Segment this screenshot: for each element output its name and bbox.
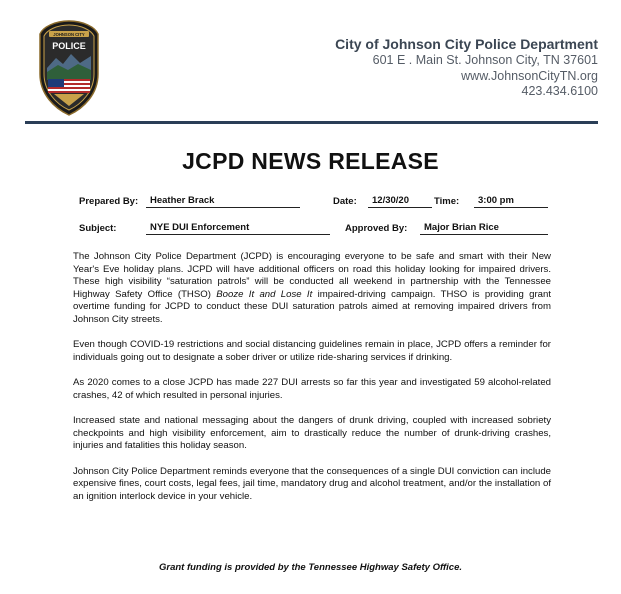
paragraph-4: Increased state and national messaging about the dangers of drunk driving, coupled with increased sobriety checkpoints and high visibility enforcement, aim to drastically reduce the number of drunk-driving crashes, injuries and fatalities this holiday season.	[73, 415, 551, 451]
grant-footer: Grant funding is provided by the Tennessee Highway Safety Office.	[158, 562, 462, 573]
campaign-name: Booze It and Lose It	[216, 288, 313, 300]
paragraph-3: As 2020 comes to a close JCPD has made 227 DUI arrests so far this year and investigated 59 alcohol-related crashes, 42 of which resulted in personal injuries.	[73, 377, 551, 401]
paragraph-5: Johnson City Police Department reminds everyone that the consequences of a single DUI conviction can include expensive fines, court costs, legal fees, jail time, mandatory drug and alcohol treatment, and/or the installation of an ignition interlock device in your vehicle.	[73, 465, 551, 502]
prepared-by-label: Prepared By:	[79, 196, 139, 207]
department-name: City of Johnson City Police Department	[335, 36, 598, 52]
paragraph-2: Even though COVID-19 restrictions and social distancing guidelines remain in place, JCPD offers a reminder for individuals going out to designate a sober driver or utilize ride-sharing services if drinking.	[73, 339, 551, 363]
subject-label: Subject:	[79, 223, 117, 234]
subject-value: NYE DUI Enforcement	[146, 222, 330, 235]
approved-by-label: Approved By:	[345, 223, 408, 234]
paragraph-1-text-a: The Johnson City Police Department (JCPD) is encouraging everyone to be safe and smart with their New Year's Eve holiday plans. JCPD will have additional officers on road this holiday looking for impaired drivers. These high visibility “saturation patrols” will be conducted all weekend in partnership with the Tennessee Highway Safety Office (THSO)	[73, 251, 551, 300]
date-label: Date:	[333, 196, 357, 207]
department-phone: 423.434.6100	[521, 84, 598, 98]
badge-police-text: POLICE	[52, 41, 86, 51]
header-divider	[25, 121, 598, 124]
prepared-by-value: Heather Brack	[146, 195, 300, 208]
release-body	[73, 251, 551, 516]
police-badge-logo	[38, 20, 100, 116]
paragraph-1	[73, 251, 551, 326]
department-header	[335, 36, 598, 100]
page-title: JCPD NEWS RELEASE	[182, 148, 439, 174]
time-label: Time:	[434, 196, 460, 207]
badge-top-text: JOHNSON CITY	[53, 31, 85, 37]
department-website[interactable]: www.JohnsonCityTN.org	[461, 68, 598, 83]
paragraph-1-text-b: impaired-driving campaign. THSO is providing grant overtime funding for JCPD to conduct these DUI saturation patrols aimed at removing impaired drivers from Johnson City streets.	[73, 288, 551, 325]
time-value: 3:00 pm	[474, 195, 548, 208]
approved-by-value: Major Brian Rice	[420, 222, 548, 235]
department-address: 601 E . Main St. Johnson City, TN 37601	[372, 53, 598, 67]
date-value: 12/30/20	[368, 195, 432, 208]
